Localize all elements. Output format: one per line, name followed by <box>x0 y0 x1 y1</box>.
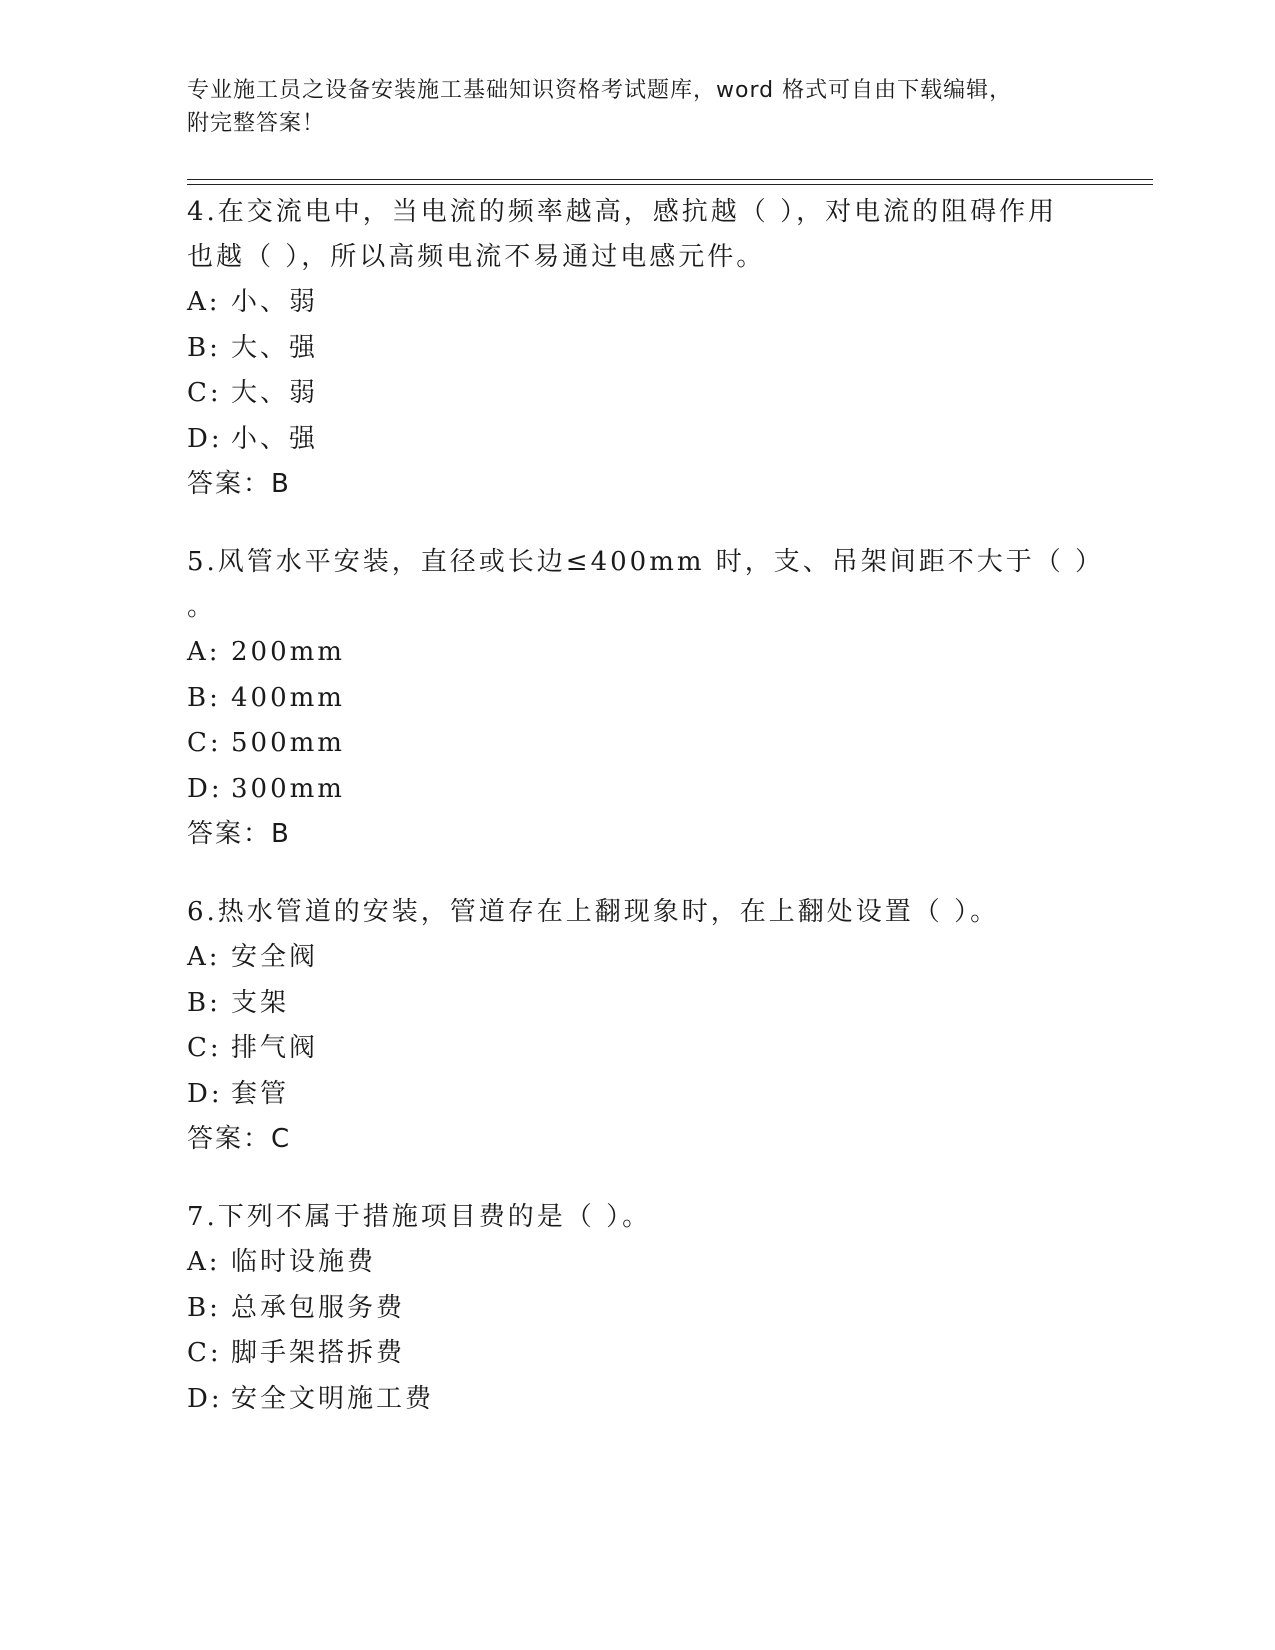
option-letter: A: <box>187 637 221 667</box>
option-letter: B: <box>187 682 221 713</box>
header-line-1: 专业施工员之设备安装施工基础知识资格考试题库，word 格式可自由下载编辑， <box>187 78 1013 103</box>
question-text-line: 7.下列不属于措施项目费的是（ ）。 <box>187 1202 652 1232</box>
option-text: 安全文明施工费 <box>231 1383 435 1414</box>
option-d <box>187 1377 1087 1423</box>
question-text-line: 也越（ ），所以高频电流不易通过电感元件。 <box>187 242 766 272</box>
option-text: 套管 <box>231 1078 290 1109</box>
document-header <box>187 74 1067 140</box>
question-6 <box>187 890 1087 1162</box>
option-text: 500mm <box>231 728 345 758</box>
option-text: 支架 <box>231 987 290 1018</box>
option-letter: C: <box>187 1033 222 1063</box>
option-text: 大、弱 <box>231 378 319 408</box>
question-text <box>187 540 1105 630</box>
option-letter: A: <box>187 942 221 972</box>
option-text: 小、强 <box>231 423 319 454</box>
option-text: 300mm <box>231 773 345 804</box>
option-letter: A: <box>187 287 221 317</box>
option-d <box>187 417 1087 463</box>
option-b <box>187 981 1087 1027</box>
header-line-2: 附完整答案！ <box>187 111 326 136</box>
option-letter: D: <box>187 1383 223 1414</box>
answer-line: 答案：C <box>187 1124 292 1154</box>
option-a <box>187 935 1087 981</box>
option-d <box>187 767 1087 813</box>
option-letter: C: <box>187 1338 222 1368</box>
option-letter: C: <box>187 378 222 408</box>
question-text-line: 。 <box>187 592 217 622</box>
option-letter: B: <box>187 1292 221 1323</box>
option-c <box>187 1026 1087 1072</box>
option-letter: D: <box>187 773 223 804</box>
option-letter: D: <box>187 423 223 454</box>
answer-line: 答案：B <box>187 819 291 849</box>
option-a <box>187 280 1087 326</box>
option-b <box>187 1286 1087 1332</box>
option-c <box>187 371 1087 417</box>
option-text: 大、强 <box>231 332 319 363</box>
option-a <box>187 630 1087 676</box>
question-4 <box>187 190 1087 507</box>
answer-line: 答案：B <box>187 469 291 499</box>
option-text: 小、弱 <box>231 287 319 317</box>
question-text-line: 5.风管水平安装，直径或长边≤400mm 时，支、吊架间距不大于（ ） <box>187 547 1105 577</box>
header-divider-top <box>187 179 1153 180</box>
option-text: 200mm <box>231 637 345 667</box>
question-5 <box>187 540 1105 857</box>
option-d <box>187 1072 1087 1118</box>
option-letter: B: <box>187 987 221 1018</box>
option-text: 排气阀 <box>231 1033 319 1063</box>
question-text-line: 6.热水管道的安装，管道存在上翻现象时，在上翻处设置（ ）。 <box>187 897 1000 927</box>
question-list <box>187 190 1105 1455</box>
option-c <box>187 1331 1087 1377</box>
option-text: 400mm <box>231 682 345 713</box>
option-text: 临时设施费 <box>231 1247 377 1277</box>
question-text-line: 4.在交流电中，当电流的频率越高，感抗越（ ），对电流的阻碍作用 <box>187 197 1058 227</box>
option-a <box>187 1240 1087 1286</box>
option-b <box>187 676 1087 722</box>
option-text: 安全阀 <box>231 942 319 972</box>
option-letter: A: <box>187 1247 221 1277</box>
option-letter: C: <box>187 728 222 758</box>
question-text <box>187 890 1087 935</box>
question-text <box>187 1195 1087 1240</box>
question-7 <box>187 1195 1087 1422</box>
option-c <box>187 721 1087 767</box>
option-text: 总承包服务费 <box>231 1292 406 1323</box>
question-text <box>187 190 1087 280</box>
option-b <box>187 326 1087 372</box>
option-letter: D: <box>187 1078 223 1109</box>
header-divider-bottom <box>187 184 1153 185</box>
option-text: 脚手架搭拆费 <box>231 1338 406 1368</box>
option-letter: B: <box>187 332 221 363</box>
